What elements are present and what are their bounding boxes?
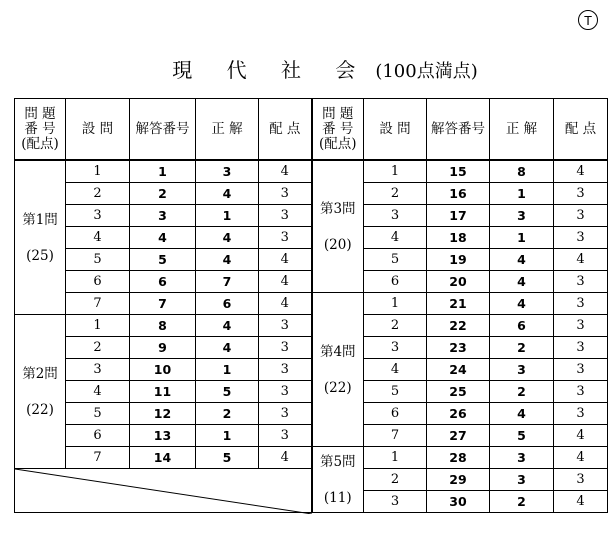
header-sub: 設 問 <box>66 99 130 161</box>
right-answer-number: 26 <box>427 403 490 425</box>
left-points: 4 <box>259 293 312 315</box>
left-correct-answer: 4 <box>196 337 259 359</box>
section-name: 第5問 <box>319 453 356 470</box>
left-points: 3 <box>259 205 312 227</box>
left-sub-number: 3 <box>66 359 130 381</box>
right-correct-answer: 5 <box>490 425 554 447</box>
table-row <box>15 271 608 293</box>
left-sub-number: 7 <box>66 447 130 469</box>
right-points: 3 <box>554 315 608 337</box>
right-answer-number: 17 <box>427 205 490 227</box>
left-correct-answer: 1 <box>196 425 259 447</box>
answer-table <box>14 98 608 513</box>
right-sub-number: 1 <box>364 447 427 469</box>
header-sub: 設 問 <box>364 99 427 161</box>
right-answer-number: 23 <box>427 337 490 359</box>
right-points: 3 <box>554 359 608 381</box>
header-answer-number: 解答番号 <box>427 99 490 161</box>
section-points: (22) <box>26 401 54 418</box>
right-sub-number: 3 <box>364 205 427 227</box>
right-points: 3 <box>554 337 608 359</box>
right-sub-number: 4 <box>364 227 427 249</box>
left-answer-number: 11 <box>130 381 196 403</box>
header-points: 配 点 <box>554 99 608 161</box>
left-answer-number: 5 <box>130 249 196 271</box>
right-points: 3 <box>554 183 608 205</box>
circled-t-mark: T <box>578 10 598 30</box>
left-answer-number: 7 <box>130 293 196 315</box>
left-correct-answer: 7 <box>196 271 259 293</box>
header-question-number: 問 題 番 号 (配点) <box>312 99 364 161</box>
right-sub-number: 5 <box>364 249 427 271</box>
section-name: 第1問 <box>22 211 58 228</box>
right-points: 3 <box>554 227 608 249</box>
right-correct-answer: 2 <box>490 491 554 513</box>
right-correct-answer: 4 <box>490 403 554 425</box>
left-sub-number: 1 <box>66 315 130 337</box>
left-points: 4 <box>259 271 312 293</box>
right-points: 4 <box>554 160 608 183</box>
left-answer-number: 3 <box>130 205 196 227</box>
right-sub-number: 2 <box>364 183 427 205</box>
right-points: 4 <box>554 491 608 513</box>
right-points: 4 <box>554 447 608 469</box>
right-points: 3 <box>554 205 608 227</box>
table-row <box>15 160 608 183</box>
table-row <box>15 293 608 315</box>
right-points: 3 <box>554 469 608 491</box>
section-points: (25) <box>26 247 54 264</box>
right-correct-answer: 3 <box>490 359 554 381</box>
left-sub-number: 5 <box>66 249 130 271</box>
table-row <box>15 337 608 359</box>
right-correct-answer: 2 <box>490 337 554 359</box>
right-correct-answer: 3 <box>490 205 554 227</box>
left-points: 3 <box>259 227 312 249</box>
right-sub-number: 6 <box>364 271 427 293</box>
header-correct: 正 解 <box>196 99 259 161</box>
header-answer-number: 解答番号 <box>130 99 196 161</box>
right-points: 4 <box>554 425 608 447</box>
right-correct-answer: 4 <box>490 249 554 271</box>
left-sub-number: 2 <box>66 183 130 205</box>
right-sub-number: 6 <box>364 403 427 425</box>
right-answer-number: 15 <box>427 160 490 183</box>
left-sub-number: 2 <box>66 337 130 359</box>
left-answer-number: 2 <box>130 183 196 205</box>
right-points: 3 <box>554 271 608 293</box>
left-points: 3 <box>259 381 312 403</box>
left-points: 4 <box>259 249 312 271</box>
section-points: (11) <box>323 489 352 506</box>
right-answer-number: 16 <box>427 183 490 205</box>
right-correct-answer: 6 <box>490 315 554 337</box>
right-answer-number: 20 <box>427 271 490 293</box>
right-answer-number: 24 <box>427 359 490 381</box>
right-points: 4 <box>554 249 608 271</box>
right-correct-answer: 4 <box>490 271 554 293</box>
right-sub-number: 2 <box>364 469 427 491</box>
right-points: 3 <box>554 403 608 425</box>
left-answer-number: 4 <box>130 227 196 249</box>
right-sub-number: 3 <box>364 491 427 513</box>
right-sub-number: 4 <box>364 359 427 381</box>
left-points: 3 <box>259 315 312 337</box>
right-answer-number: 25 <box>427 381 490 403</box>
left-answer-number: 10 <box>130 359 196 381</box>
right-sub-number: 7 <box>364 425 427 447</box>
table-row <box>15 249 608 271</box>
table-row <box>15 315 608 337</box>
right-answer-number: 28 <box>427 447 490 469</box>
right-points: 3 <box>554 293 608 315</box>
right-correct-answer: 4 <box>490 293 554 315</box>
table-row <box>15 447 608 469</box>
left-answer-number: 13 <box>130 425 196 447</box>
right-correct-answer: 8 <box>490 160 554 183</box>
left-sub-number: 1 <box>66 160 130 183</box>
left-sub-number: 7 <box>66 293 130 315</box>
left-points: 3 <box>259 425 312 447</box>
right-answer-number: 22 <box>427 315 490 337</box>
table-row <box>15 205 608 227</box>
table-row <box>15 227 608 249</box>
left-correct-answer: 5 <box>196 381 259 403</box>
left-points: 3 <box>259 403 312 425</box>
right-sub-number: 1 <box>364 293 427 315</box>
header-correct: 正 解 <box>490 99 554 161</box>
header-points: 配 点 <box>259 99 312 161</box>
section-s3-label <box>312 160 364 293</box>
left-answer-number: 6 <box>130 271 196 293</box>
section-points: (22) <box>323 379 352 396</box>
section-name: 第4問 <box>319 343 356 360</box>
left-points: 3 <box>259 183 312 205</box>
left-sub-number: 5 <box>66 403 130 425</box>
table-row <box>15 425 608 447</box>
right-answer-number: 30 <box>427 491 490 513</box>
page-title <box>150 54 500 83</box>
section-s4-label <box>312 293 364 447</box>
left-correct-answer: 5 <box>196 447 259 469</box>
right-answer-number: 19 <box>427 249 490 271</box>
left-points: 3 <box>259 337 312 359</box>
right-answer-number: 18 <box>427 227 490 249</box>
title-main: 現 代 社 会 <box>172 58 370 82</box>
table-row <box>15 469 608 491</box>
left-answer-number: 9 <box>130 337 196 359</box>
left-correct-answer: 4 <box>196 315 259 337</box>
right-points: 3 <box>554 381 608 403</box>
left-correct-answer: 4 <box>196 249 259 271</box>
header-row <box>15 99 608 161</box>
left-correct-answer: 1 <box>196 205 259 227</box>
table-row <box>15 381 608 403</box>
left-sub-number: 3 <box>66 205 130 227</box>
left-sub-number: 6 <box>66 271 130 293</box>
diagonal-line <box>15 469 312 514</box>
title-sub: (100点満点) <box>375 61 478 82</box>
left-answer-number: 14 <box>130 447 196 469</box>
blank-diagonal-cell <box>15 469 312 513</box>
left-correct-answer: 4 <box>196 227 259 249</box>
left-answer-number: 8 <box>130 315 196 337</box>
right-correct-answer: 2 <box>490 381 554 403</box>
left-correct-answer: 1 <box>196 359 259 381</box>
left-correct-answer: 6 <box>196 293 259 315</box>
left-sub-number: 4 <box>66 227 130 249</box>
section-name: 第3問 <box>319 200 356 217</box>
left-points: 3 <box>259 359 312 381</box>
right-answer-number: 21 <box>427 293 490 315</box>
section-s1-label <box>15 160 66 315</box>
right-correct-answer: 3 <box>490 447 554 469</box>
right-sub-number: 5 <box>364 381 427 403</box>
right-sub-number: 3 <box>364 337 427 359</box>
right-answer-number: 27 <box>427 425 490 447</box>
left-answer-number: 12 <box>130 403 196 425</box>
right-sub-number: 1 <box>364 160 427 183</box>
left-points: 4 <box>259 447 312 469</box>
right-sub-number: 2 <box>364 315 427 337</box>
table-row <box>15 403 608 425</box>
left-points: 4 <box>259 160 312 183</box>
left-sub-number: 6 <box>66 425 130 447</box>
section-points: (20) <box>323 236 352 253</box>
table-row <box>15 183 608 205</box>
right-answer-number: 29 <box>427 469 490 491</box>
left-correct-answer: 4 <box>196 183 259 205</box>
right-correct-answer: 1 <box>490 183 554 205</box>
left-answer-number: 1 <box>130 160 196 183</box>
table-row <box>15 359 608 381</box>
left-correct-answer: 2 <box>196 403 259 425</box>
right-correct-answer: 3 <box>490 469 554 491</box>
right-correct-answer: 1 <box>490 227 554 249</box>
section-s2-label <box>15 315 66 469</box>
left-correct-answer: 3 <box>196 160 259 183</box>
left-sub-number: 4 <box>66 381 130 403</box>
section-s5-label <box>312 447 364 513</box>
header-question-number: 問 題 番 号 (配点) <box>15 99 66 161</box>
section-name: 第2問 <box>22 365 58 382</box>
